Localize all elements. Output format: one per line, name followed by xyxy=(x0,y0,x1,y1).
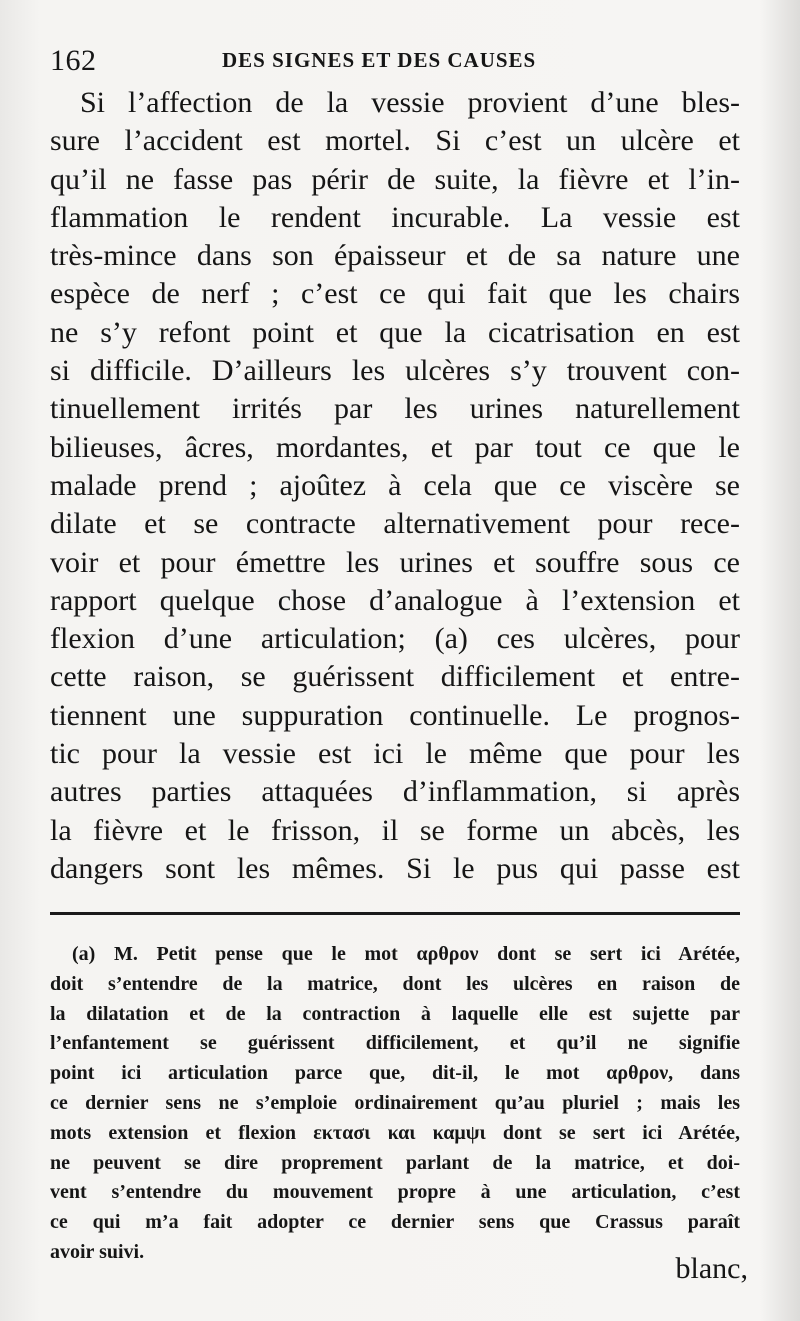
text-line: flexion d’une articulation; (a) ces ulcères, pour xyxy=(50,622,740,656)
footnote-line: (a) M. Petit pense que le mot αρθρον dont se sert ici Arétée, xyxy=(72,943,740,965)
running-head: DES SIGNES ET DES CAUSES xyxy=(222,48,537,72)
text-line: Si l’affection de la vessie provient d’une bles- xyxy=(80,86,740,119)
footnote xyxy=(50,940,740,1268)
text-line: la fièvre et le frisson, il se forme un abcès, les xyxy=(50,813,740,847)
footnote-line: l’enfantement se guérissent difficilement, et qu’il ne signifie xyxy=(50,1032,740,1055)
footnote-line: vent s’entendre du mouvement propre à une articulation, c’est xyxy=(50,1181,740,1204)
text-line: rapport quelque chose d’analogue à l’extension et xyxy=(50,583,740,617)
text-line: ne s’y refont point et que la cicatrisation en est xyxy=(50,315,740,349)
footnote-rule xyxy=(50,912,740,915)
text-line: si difficile. D’ailleurs les ulcères s’y trouvent con- xyxy=(50,354,740,388)
text-line: tiennent une suppuration continuelle. Le prognos- xyxy=(50,698,740,732)
text-line: bilieuses, âcres, mordantes, et par tout ce que le xyxy=(50,430,740,464)
text-line: très-mince dans son épaisseur et de sa nature une xyxy=(50,239,740,273)
footnote-line: mots extension et flexion εκτασι και καμψι dont se sert ici Arétée, xyxy=(50,1121,740,1144)
text-line: qu’il ne fasse pas périr de suite, la fièvre et l’in- xyxy=(50,162,740,196)
text-line: cette raison, se guérissent difficilement et entre- xyxy=(50,660,740,694)
footnote-line: doit s’entendre de la matrice, dont les ulcères en raison de xyxy=(50,972,740,995)
footnote-line: la dilatation et de la contraction à laquelle elle est sujette par xyxy=(50,1002,740,1025)
text-line: tic pour la vessie est ici le même que pour les xyxy=(50,737,740,771)
footnote-line: ce dernier sens ne s’emploie ordinairement qu’au pluriel ; mais les xyxy=(50,1091,740,1114)
text-line: dilate et se contracte alternativement pour rece- xyxy=(50,507,740,541)
text-line: autres parties attaquées d’inflammation, si après xyxy=(50,775,740,809)
text-line: malade prend ; ajoûtez à cela que ce viscère se xyxy=(50,468,740,502)
text-line: tinuellement irrités par les urines naturellement xyxy=(50,392,740,426)
page-header xyxy=(50,40,740,80)
main-text xyxy=(50,84,740,888)
footnote-line: ce qui m’a fait adopter ce dernier sens que Crassus paraît xyxy=(50,1211,740,1234)
page-number: 162 xyxy=(50,44,97,77)
footnote-line: ne peuvent se dire proprement parlant de la matrice, et doi- xyxy=(50,1151,740,1174)
text-line: espèce de nerf ; c’est ce qui fait que les chairs xyxy=(50,277,740,311)
text-line: dangers sont les mêmes. Si le pus qui passe est xyxy=(50,851,740,885)
catchword: blanc, xyxy=(675,1252,748,1285)
text-line: flammation le rendent incurable. La vessie est xyxy=(50,200,740,234)
text-line: sure l’accident est mortel. Si c’est un ulcère et xyxy=(50,124,740,158)
footnote-line: avoir suivi. xyxy=(50,1240,145,1263)
text-line: voir et pour émettre les urines et souffre sous ce xyxy=(50,545,740,579)
footnote-line: point ici articulation parce que, dit-il, le mot αρθρον, dans xyxy=(50,1062,740,1085)
